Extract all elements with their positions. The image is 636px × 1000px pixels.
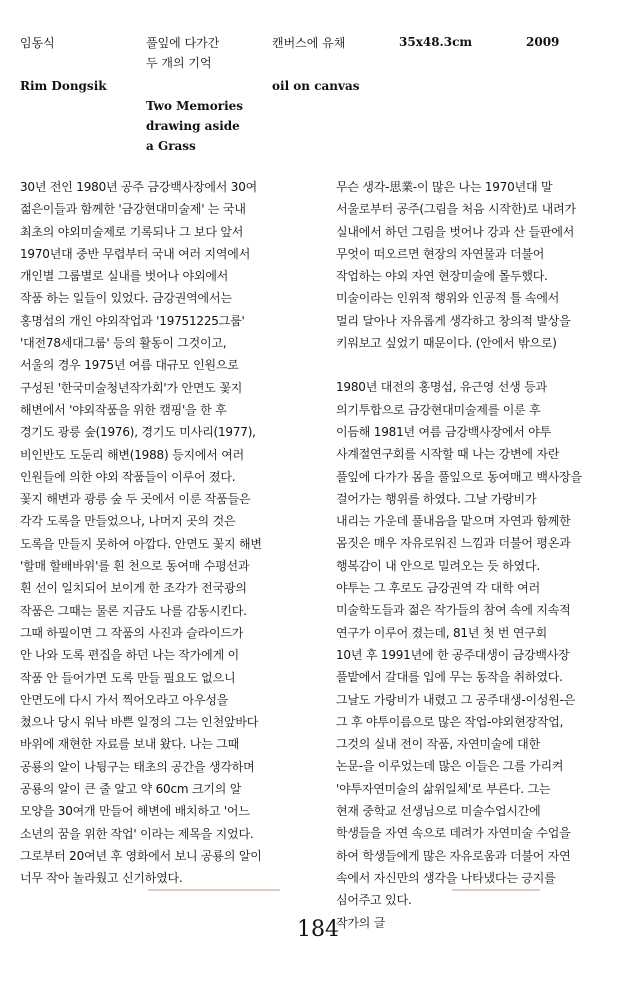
- footer-rule-right: [452, 889, 540, 891]
- artist-name-kr: 임동식: [20, 36, 55, 50]
- title-kr-line-2: 두 개의 기억: [146, 56, 212, 70]
- left-line: '할매 할배바위'를 흰 천으로 동여매 수평선과: [20, 559, 250, 574]
- left-line: 개인별 그룹별로 실내를 벗어나 야외에서: [20, 269, 229, 284]
- left-line: 공룡의 알이 나뒹구는 태초의 공간을 생각하며: [20, 759, 255, 774]
- right-line: 야투는 그 후로도 금강권역 각 대학 여러: [336, 581, 540, 596]
- medium-en: oil on canvas: [272, 79, 360, 93]
- left-line: 쳤으나 당시 워낙 바쁜 일정의 그는 인천앞바다: [20, 715, 259, 730]
- title-en-line-3: a Grass: [146, 139, 196, 153]
- left-line: 그때 하필이면 그 작품의 사진과 슬라이드가: [20, 625, 244, 640]
- left-line: '대전78세대그룹' 등의 활동이 그것이고,: [20, 336, 227, 351]
- left-line: 인원들에 의한 야외 작품들이 이루어 졌다.: [20, 469, 236, 484]
- left-column: [20, 176, 326, 890]
- right-line: 1980년 대전의 홍명섭, 유근영 선생 등과: [336, 380, 547, 395]
- left-line: 공룡의 알이 큰 줄 알고 약 60cm 크기의 알: [20, 782, 242, 797]
- artwork-year: 2009: [526, 35, 560, 49]
- left-line: 모양을 30여개 만들어 해변에 배치하고 '어느: [20, 804, 250, 819]
- left-line: 비인반도 도둔리 해변(1988) 등지에서 여러: [20, 447, 245, 462]
- left-line: 꽃지 해변과 광릉 숲 두 곳에서 이룬 작품들은: [20, 492, 251, 507]
- page-number: 184: [297, 917, 339, 942]
- right-line: 학생들을 자연 속으로 데려가 자연미술 수업을: [336, 826, 571, 841]
- right-line: 미술이라는 인위적 행위와 인공적 틀 속에서: [336, 291, 560, 306]
- left-line: 최초의 야외미술제로 기록되나 그 보다 앞서: [20, 224, 244, 239]
- medium-kr: 캔버스에 유채: [272, 36, 346, 50]
- right-line: 하여 학생들에게 많은 자유로움과 더불어 자연: [336, 848, 571, 863]
- right-line: 사계절연구회를 시작할 때 나는 강변에 자란: [336, 447, 560, 462]
- right-line: 풀밭에서 갈대를 입에 무는 동작을 취하였다.: [336, 670, 563, 685]
- right-line: 그날도 가랑비가 내렸고 그 공주대생-이성원-은: [336, 692, 576, 707]
- left-line: 홍명섭의 개인 야외작업과 '19751225그룹': [20, 313, 245, 328]
- right-line: 무슨 생각-思業-이 많은 나는 1970년대 말: [336, 180, 553, 194]
- footer-rule-left: [148, 889, 280, 891]
- artwork-size: 35x48.3cm: [399, 35, 473, 49]
- right-line: 속에서 자신만의 생각을 나타냈다는 긍지를: [336, 870, 556, 885]
- right-line: 걸어가는 행위를 하였다. 그날 가랑비가: [336, 491, 537, 506]
- left-line: 30년 전인 1980년 공주 금강백사장에서 30여: [20, 180, 258, 194]
- title-en-line-2: drawing aside: [146, 119, 240, 133]
- right-line: 내리는 가운데 풀내음을 맡으며 자연과 함께한: [336, 514, 571, 529]
- left-line: 젊은이들과 함께한 '금강현대미술제' 는 국내: [20, 202, 246, 217]
- left-line: 바위에 재현한 자료를 보내 왔다. 나는 그때: [20, 737, 239, 752]
- right-line: 심어주고 있다.: [336, 893, 412, 908]
- right-line: 키워보고 싶었기 때문이다. (안에서 밖으로): [336, 336, 557, 351]
- right-column: [336, 176, 632, 934]
- right-line: 행복감이 내 안으로 밀려오는 듯 하였다.: [336, 558, 540, 573]
- right-line: 10년 후 1991년에 한 공주대생이 금강백사장: [336, 647, 570, 662]
- left-line: 흰 선이 일치되어 보이게 한 조각가 전국광의: [20, 581, 247, 596]
- right-line: 이듬해 1981년 여름 금강백사장에서 야투: [336, 424, 552, 439]
- right-line: 미술학도들과 젊은 작가들의 참여 속에 지속적: [336, 603, 571, 618]
- title-en-line-1: Two Memories: [146, 99, 244, 113]
- right-line: 실내에서 하던 그림을 벗어나 강과 산 들판에서: [336, 224, 575, 239]
- artist-name-en: Rim Dongsik: [20, 79, 107, 93]
- left-line: 안면도에 다시 가서 찍어오라고 아우성을: [20, 692, 229, 707]
- right-line: 풀잎에 다가가 몸을 풀잎으로 동여매고 백사장을: [336, 469, 582, 484]
- left-line: 소년의 꿈을 위한 작업' 이라는 제목을 지었다.: [20, 826, 254, 841]
- right-line: 서울로부터 공주(그림을 처음 시작한)로 내려가: [336, 202, 576, 217]
- right-line: 무엇이 떠오르면 현장의 자연물과 더불어: [336, 246, 545, 261]
- right-line: 멀리 달아나 자유롭게 생각하고 창의적 발상을: [336, 313, 571, 328]
- right-line: 현재 중학교 선생님으로 미술수업시간에: [336, 804, 541, 819]
- right-line: '야투자연미술의 삶위일체'로 부른다. 그는: [336, 781, 551, 796]
- paragraph-gap: [336, 354, 632, 376]
- left-line: 작품은 그때는 물론 지금도 나를 감동시킨다.: [20, 603, 247, 618]
- left-line: 그로부터 20여년 후 영화에서 보니 공룡의 알이: [20, 848, 262, 863]
- left-line: 안 나와 도록 편집을 하던 나는 작가에게 이: [20, 648, 239, 663]
- right-line: 몸짓은 매우 자유로워진 느낌과 더불어 평온과: [336, 536, 571, 551]
- left-line: 도록을 만들지 못하여 아깝다. 안면도 꽃지 해변: [20, 536, 262, 551]
- right-line: 그것의 실내 전이 작품, 자연미술에 대한: [336, 737, 540, 752]
- left-line: 경기도 광릉 숲(1976), 경기도 미사리(1977),: [20, 425, 256, 440]
- left-line: 작품 안 들어가면 도록 만들 필요도 없으니: [20, 670, 236, 685]
- title-kr-line-1: 풀잎에 다가간: [146, 36, 220, 50]
- left-line: 해변에서 '야외작품을 위한 캠핑'을 한 후: [20, 402, 227, 417]
- left-line: 구성된 '한국미술청년작가회'가 안면도 꽃지: [20, 380, 243, 395]
- left-line: 서울의 경우 1975년 여름 대규모 인원으로: [20, 358, 239, 373]
- author-signature: 작가의 글: [336, 915, 386, 930]
- right-line: 연구가 이루어 졌는데, 81년 첫 번 연구회: [336, 625, 548, 640]
- left-line: 1970년대 중반 무렵부터 국내 여러 지역에서: [20, 246, 251, 261]
- left-line: 각각 도록을 만들었으나, 나머지 곳의 것은: [20, 514, 236, 529]
- right-line: 논문-을 이루었는데 많은 이들은 그를 가리켜: [336, 759, 564, 774]
- right-line: 그 후 야투이름으로 많은 작업-야외현장작업,: [336, 714, 564, 729]
- left-line: 너무 작아 놀라웠고 신기하였다.: [20, 871, 183, 886]
- right-line: 의기투합으로 금강현대미술제를 이룬 후: [336, 402, 541, 417]
- left-line: 작품 하는 일들이 있었다. 금강권역에서는: [20, 291, 232, 306]
- right-line: 작업하는 야외 자연 현장미술에 몰두했다.: [336, 269, 548, 284]
